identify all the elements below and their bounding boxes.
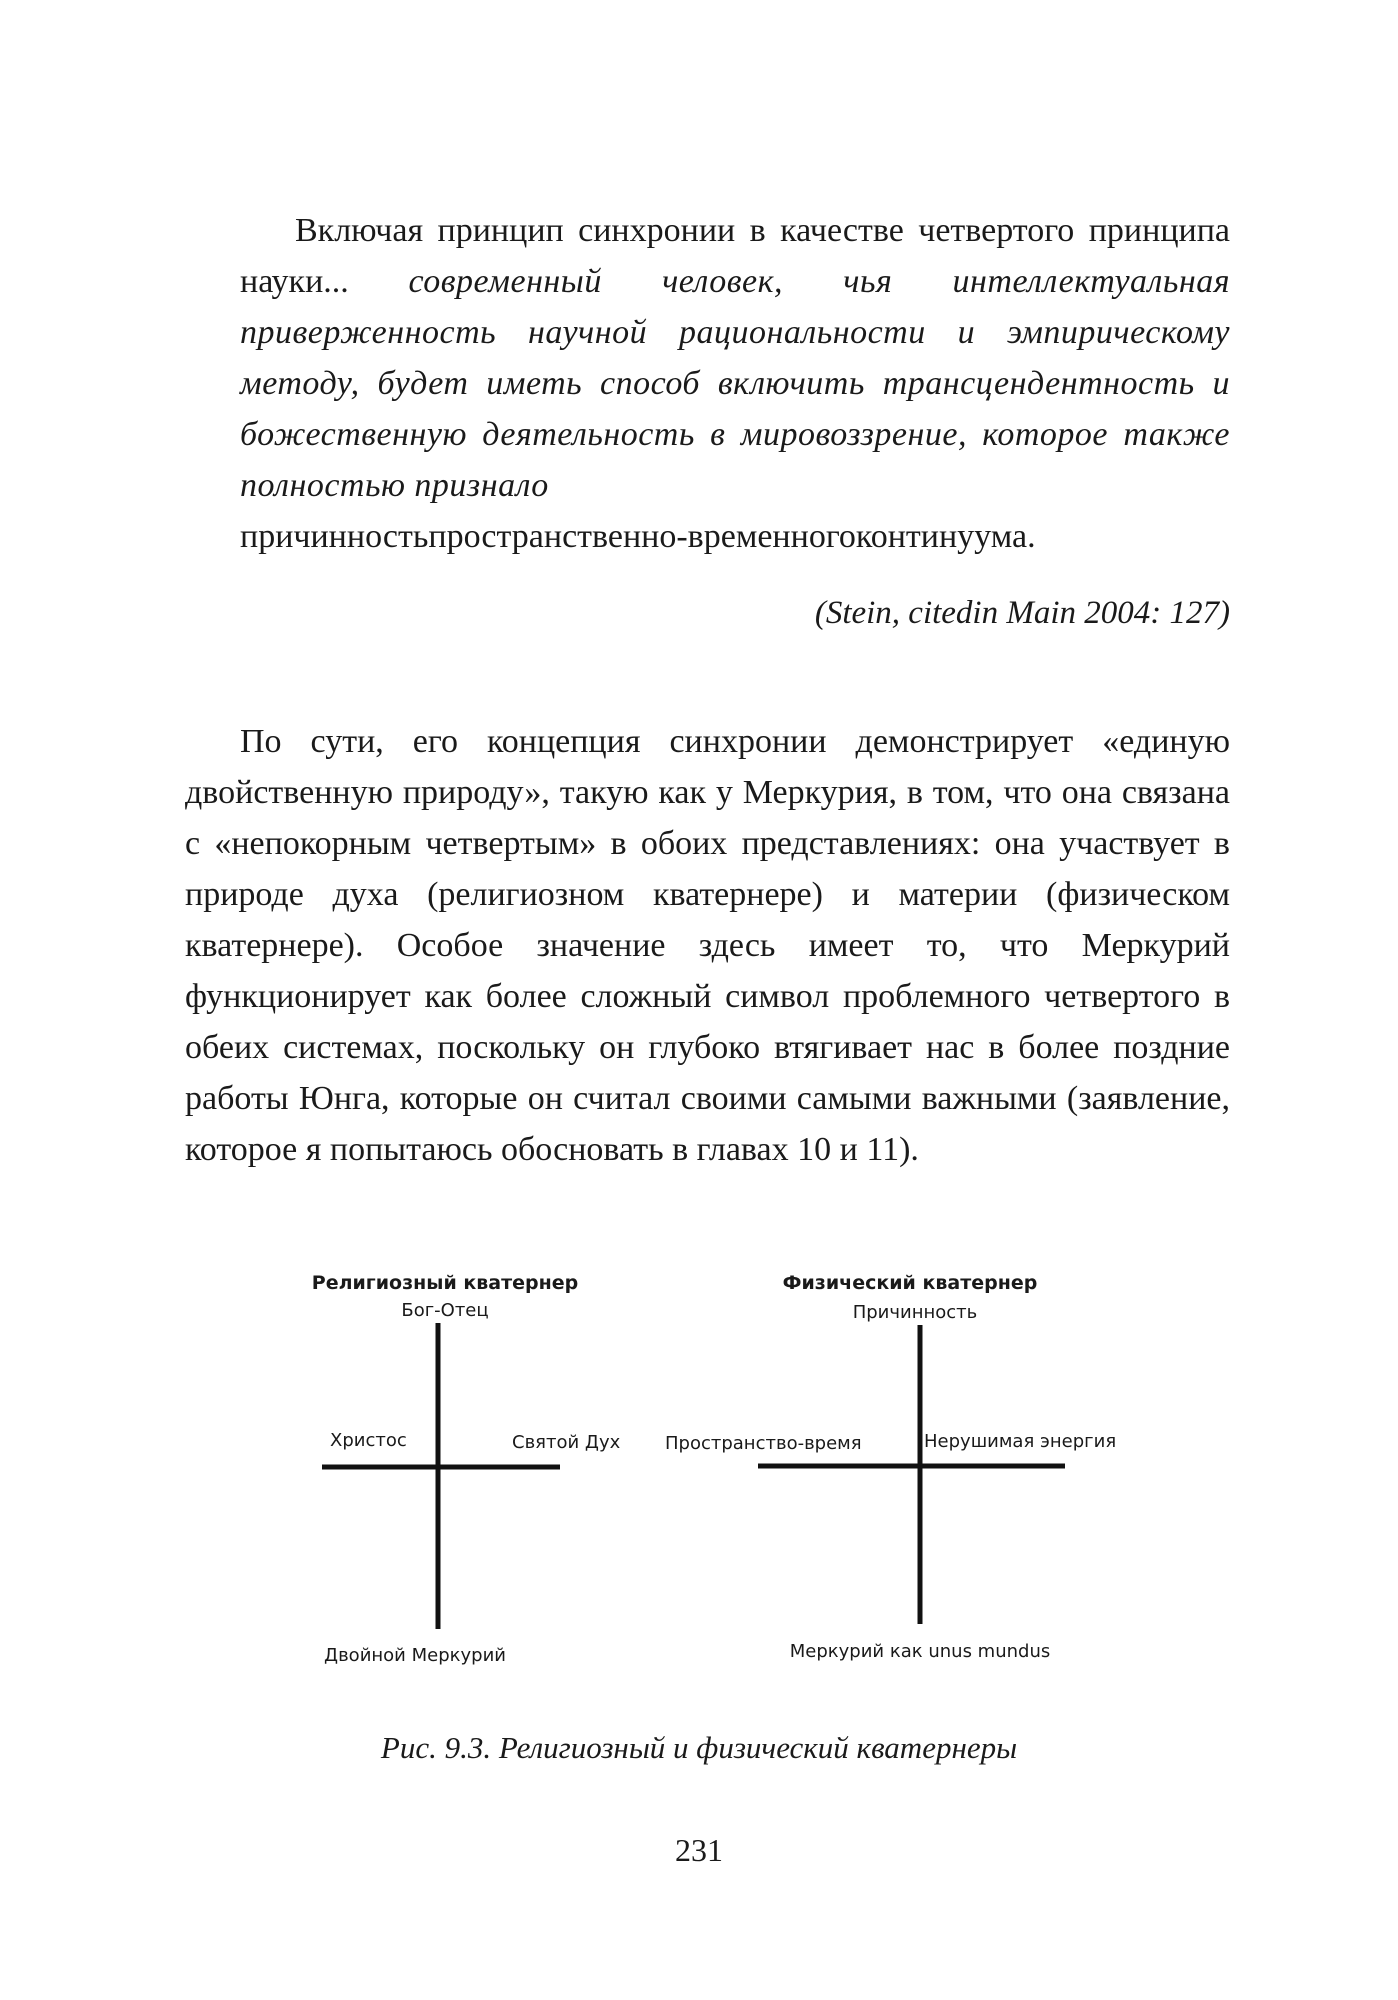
page-number: 231 [675,1832,723,1868]
religious-quaternio-title: Религиозный кватернер [311,1272,579,1294]
religious-top-label: Бог-Отец [401,1300,489,1321]
religious-right-label: Святой Дух [512,1432,621,1453]
physical-bottom-label: Меркурий как unus mundus [789,1641,1051,1662]
religious-bottom-label: Двойной Меркурий [324,1645,506,1666]
quote-italic-text: современный человек, чья интеллектуальная приверженность научной рациональности и эмпирическому методу, будет иметь способ включить трансцендентность и божественную деятельность в мировоззрение, которое также полностью признало [240,263,1230,504]
body-paragraph: По сути, его концепция синхронии демонстрирует «единую двойственную природу», такую как у Меркурия, в том, что она связана с «непокорным четвертым» в обоих представлениях: она участвует в природе духа (религиозном кватернере) и материи (физическом кватернере). Особое значение здесь имеет то, что Меркурий функционирует как более сложный символ проблемного четвертого в обеих системах, поскольку он глубоко втягивает нас в более поздние работы Юнга, которые он считал своими самыми важными (заявление, которое я попытаюсь обосновать в главах 10 и 11). [185,723,1230,1168]
physical-quaternio [665,1272,1116,1662]
quote-lead-text: Включая принцип синхронии в качестве четвертого принципа науки... [240,212,1230,300]
physical-top-label: Причинность [852,1302,978,1323]
quaternio-diagram [260,1255,1160,1695]
quote-end-text: причинностьпространственно-временногоконтинуума. [240,518,1036,555]
physical-right-label: Нерушимая энергия [924,1431,1117,1452]
religious-left-label: Христос [330,1430,407,1451]
physical-quaternio-title: Физический кватернер [782,1272,1038,1294]
quote-citation: (Stein, citedin Main 2004: 127) [814,595,1230,631]
religious-quaternio [312,1272,621,1666]
physical-left-label: Пространство-время [665,1433,862,1454]
figure-caption: Рис. 9.3. Религиозный и физический кватернеры [380,1730,1018,1765]
block-quote [240,205,1230,562]
